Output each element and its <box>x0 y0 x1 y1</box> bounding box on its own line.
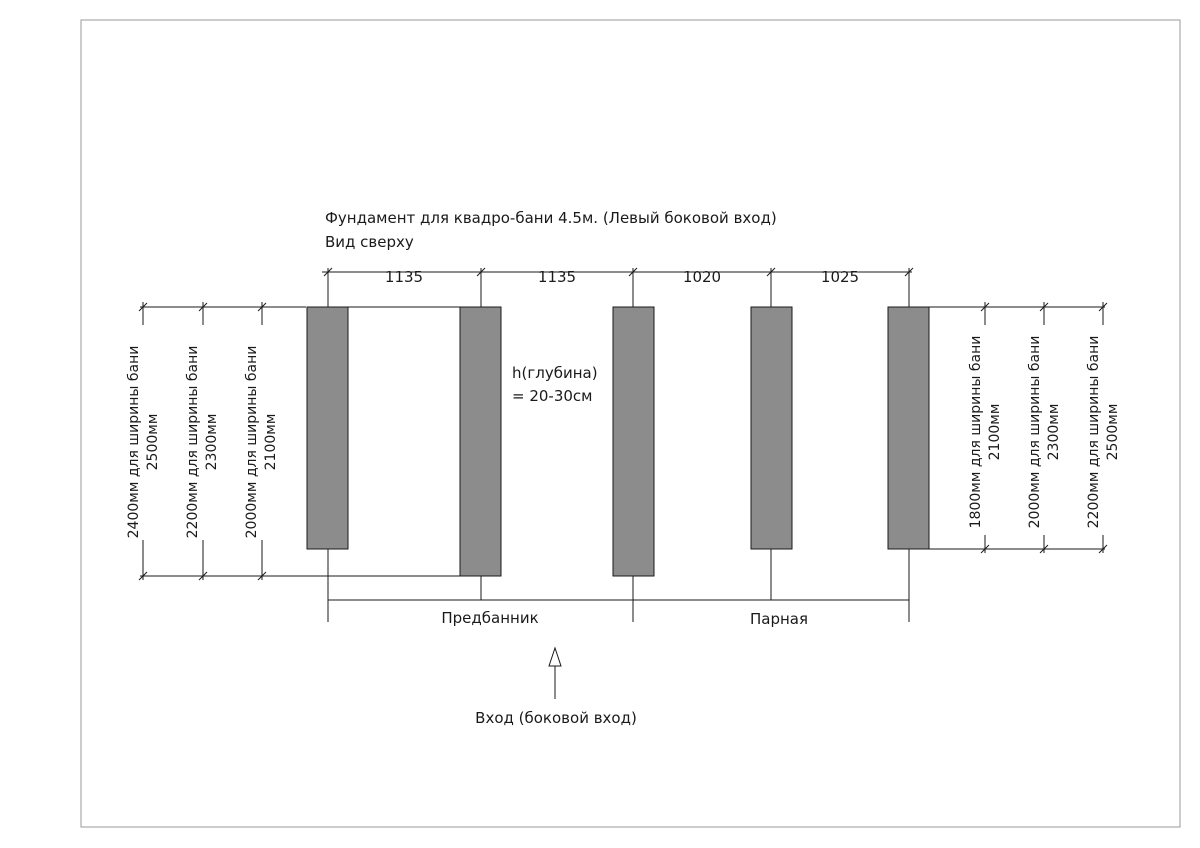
right-dimensions <box>965 302 1121 553</box>
room-label-predbannik: Предбанник <box>441 609 539 627</box>
dim-label-4: 1025 <box>820 268 860 286</box>
left-dim-2-line1: 2200мм для ширины бани <box>185 345 201 539</box>
left-dim-2-line2: 2300мм <box>204 413 220 471</box>
left-dim-1-line2: 2500мм <box>145 413 161 471</box>
left-dim-3-line2: 2100мм <box>263 413 279 471</box>
room-label-parnaya: Парная <box>749 610 809 628</box>
beam-2 <box>460 307 501 576</box>
right-dim-1-line2: 2100мм <box>987 403 1003 461</box>
entrance-arrow <box>549 648 561 699</box>
drawing-subtitle: Вид сверху <box>325 233 414 251</box>
right-dim-2-line1: 2000мм для ширины бани <box>1027 335 1043 529</box>
top-dimension <box>322 268 913 307</box>
dim-label-3: 1020 <box>682 268 722 286</box>
dim-label-1: 1135 <box>384 268 424 286</box>
dim-label-2: 1135 <box>537 268 577 286</box>
depth-note-line2: = 20-30см <box>512 387 593 405</box>
foundation-beams <box>307 307 929 576</box>
right-dim-3-line2: 2500мм <box>1105 403 1121 461</box>
right-dim-2-line2: 2300мм <box>1046 403 1062 461</box>
beam-4 <box>751 307 792 549</box>
entrance-label: Вход (боковой вход) <box>475 709 637 727</box>
beam-5 <box>888 307 929 549</box>
right-dim-1-line1: 1800мм для ширины бани <box>968 335 984 529</box>
depth-note-line1: h(глубина) <box>512 364 598 382</box>
left-dim-1-line1: 2400мм для ширины бани <box>126 345 142 539</box>
beam-1 <box>307 307 348 549</box>
right-dim-3-line1: 2200мм для ширины бани <box>1086 335 1102 529</box>
left-dimensions <box>123 302 280 580</box>
beam-3 <box>613 307 654 576</box>
left-dim-3-line1: 2000мм для ширины бани <box>244 345 260 539</box>
drawing-title: Фундамент для квадро-бани 4.5м. (Левый боковой вход) <box>325 209 777 227</box>
